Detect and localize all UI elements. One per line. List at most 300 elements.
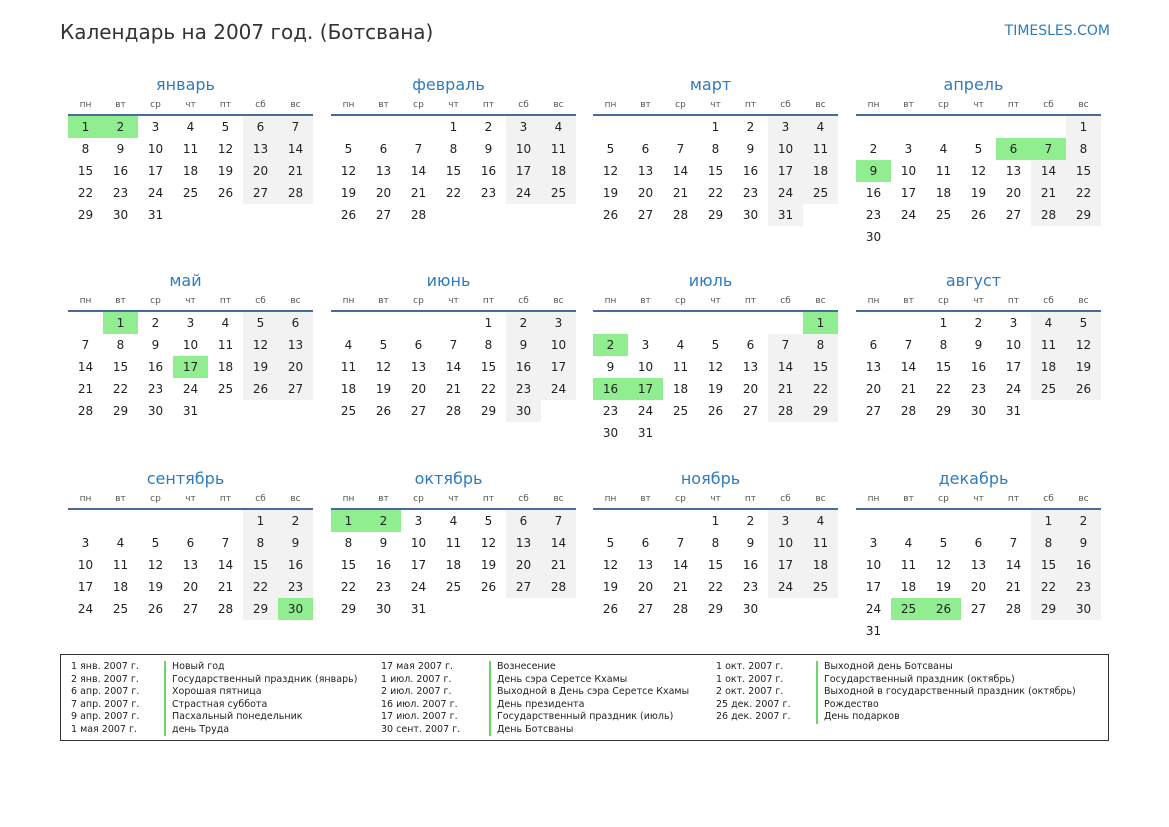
day-cell: 18 bbox=[1031, 356, 1066, 378]
day-cell: 25 bbox=[217, 382, 234, 396]
day-cell: 30 bbox=[112, 208, 129, 222]
day-cell: 6 bbox=[243, 115, 278, 138]
day-cell: 16 bbox=[506, 356, 541, 378]
day-cell: 15 bbox=[707, 164, 724, 178]
weekday-header: вс bbox=[1066, 292, 1101, 311]
day-cell: 12 bbox=[935, 558, 952, 572]
holiday-day-cell: 2 bbox=[103, 115, 138, 138]
weekday-header: пн bbox=[856, 292, 891, 311]
day-cell: 15 bbox=[803, 356, 838, 378]
day-cell: 1 bbox=[1031, 509, 1066, 532]
day-cell: 28 bbox=[278, 182, 313, 204]
weekday-header: ср bbox=[663, 96, 698, 115]
empty-cell bbox=[1066, 226, 1101, 248]
empty-cell bbox=[593, 311, 628, 334]
weekday-header: пт bbox=[208, 292, 243, 311]
weekday-header: сб bbox=[768, 96, 803, 115]
weekday-header: вт bbox=[103, 96, 138, 115]
day-cell: 13 bbox=[278, 334, 313, 356]
day-cell: 12 bbox=[147, 558, 164, 572]
day-cell: 9 bbox=[606, 360, 615, 374]
day-cell: 3 bbox=[641, 338, 650, 352]
weekday-header: вт bbox=[628, 490, 663, 509]
day-cell: 24 bbox=[900, 208, 917, 222]
day-cell: 27 bbox=[637, 602, 654, 616]
day-cell: 22 bbox=[340, 580, 357, 594]
day-cell: 25 bbox=[672, 404, 689, 418]
month-name: август bbox=[945, 271, 1002, 290]
empty-cell bbox=[856, 115, 891, 138]
day-cell: 12 bbox=[243, 334, 278, 356]
day-cell: 29 bbox=[112, 404, 129, 418]
day-cell: 23 bbox=[506, 378, 541, 400]
day-cell: 8 bbox=[243, 532, 278, 554]
day-cell: 1 bbox=[243, 509, 278, 532]
day-cell: 13 bbox=[637, 164, 654, 178]
empty-cell bbox=[436, 204, 471, 226]
day-cell: 23 bbox=[742, 580, 759, 594]
day-cell: 10 bbox=[865, 558, 882, 572]
day-cell: 19 bbox=[602, 186, 619, 200]
day-cell: 2 bbox=[869, 142, 878, 156]
day-cell: 16 bbox=[742, 558, 759, 572]
weekday-header: вт bbox=[103, 292, 138, 311]
day-cell: 11 bbox=[935, 164, 952, 178]
empty-cell bbox=[663, 422, 698, 444]
holiday-date: 2 окт. 2007 г. bbox=[716, 686, 784, 697]
month-table bbox=[856, 490, 1101, 642]
day-cell: 25 bbox=[1031, 378, 1066, 400]
day-cell: 1 bbox=[1066, 115, 1101, 138]
empty-cell bbox=[628, 509, 663, 532]
day-cell: 21 bbox=[410, 186, 427, 200]
empty-cell bbox=[208, 204, 243, 226]
day-cell: 20 bbox=[182, 580, 199, 594]
holiday-day-cell: 17 bbox=[628, 378, 663, 400]
empty-cell bbox=[891, 620, 926, 642]
day-cell: 27 bbox=[742, 404, 759, 418]
empty-cell bbox=[891, 226, 926, 248]
day-cell: 9 bbox=[278, 532, 313, 554]
day-cell: 9 bbox=[506, 334, 541, 356]
day-cell: 5 bbox=[939, 536, 948, 550]
day-cell: 25 bbox=[445, 580, 462, 594]
day-cell: 29 bbox=[935, 404, 952, 418]
day-cell: 8 bbox=[939, 338, 948, 352]
day-cell: 19 bbox=[970, 186, 987, 200]
weekday-header: вс bbox=[1066, 96, 1101, 115]
weekday-header: ср bbox=[138, 292, 173, 311]
empty-cell bbox=[593, 115, 628, 138]
weekday-header: пт bbox=[471, 96, 506, 115]
day-cell: 11 bbox=[112, 558, 129, 572]
day-cell: 12 bbox=[375, 360, 392, 374]
day-cell: 24 bbox=[77, 602, 94, 616]
day-cell: 28 bbox=[217, 602, 234, 616]
day-cell: 4 bbox=[344, 338, 353, 352]
day-cell: 5 bbox=[711, 338, 720, 352]
day-cell: 7 bbox=[676, 142, 685, 156]
day-cell: 30 bbox=[506, 400, 541, 422]
day-cell: 14 bbox=[672, 558, 689, 572]
day-cell: 26 bbox=[480, 580, 497, 594]
day-cell: 5 bbox=[379, 338, 388, 352]
day-cell: 1 bbox=[449, 120, 458, 134]
weekday-header: вт bbox=[891, 96, 926, 115]
day-cell: 18 bbox=[803, 554, 838, 576]
day-cell: 28 bbox=[672, 602, 689, 616]
day-cell: 23 bbox=[970, 382, 987, 396]
empty-cell bbox=[803, 204, 838, 226]
day-cell: 16 bbox=[480, 164, 497, 178]
month-block bbox=[593, 270, 838, 444]
weekday-header: вс bbox=[278, 292, 313, 311]
empty-cell bbox=[961, 115, 996, 138]
weekday-header: пн bbox=[331, 292, 366, 311]
day-cell: 8 bbox=[116, 338, 125, 352]
empty-cell bbox=[243, 204, 278, 226]
month-name: сентябрь bbox=[146, 469, 225, 488]
weekday-header: ср bbox=[663, 490, 698, 509]
weekday-header: пн bbox=[856, 96, 891, 115]
day-cell: 27 bbox=[1005, 208, 1022, 222]
weekday-header: ср bbox=[138, 490, 173, 509]
day-cell: 30 bbox=[602, 426, 619, 440]
day-cell: 31 bbox=[147, 208, 164, 222]
day-cell: 14 bbox=[541, 532, 576, 554]
day-cell: 4 bbox=[1031, 311, 1066, 334]
site-link[interactable]: TIMESLES.COM bbox=[1004, 23, 1110, 39]
month-name: апрель bbox=[943, 75, 1004, 94]
day-cell: 14 bbox=[1031, 160, 1066, 182]
empty-cell bbox=[541, 204, 576, 226]
day-cell: 9 bbox=[379, 536, 388, 550]
day-cell: 5 bbox=[484, 514, 493, 528]
day-cell: 27 bbox=[182, 602, 199, 616]
day-cell: 3 bbox=[541, 311, 576, 334]
empty-cell bbox=[856, 311, 891, 334]
empty-cell bbox=[401, 311, 436, 334]
month-name: февраль bbox=[412, 75, 485, 94]
month-block bbox=[68, 468, 313, 620]
day-cell: 13 bbox=[243, 138, 278, 160]
day-cell: 29 bbox=[707, 602, 724, 616]
day-cell: 26 bbox=[243, 378, 278, 400]
weekday-header: вт bbox=[891, 490, 926, 509]
day-cell: 4 bbox=[676, 338, 685, 352]
day-cell: 6 bbox=[186, 536, 195, 550]
empty-cell bbox=[996, 115, 1031, 138]
weekday-header: чт bbox=[698, 490, 733, 509]
holiday-name: Государственный праздник (июль) bbox=[489, 711, 673, 724]
day-cell: 5 bbox=[606, 142, 615, 156]
day-cell: 17 bbox=[77, 580, 94, 594]
day-cell: 7 bbox=[81, 338, 90, 352]
day-cell: 25 bbox=[541, 182, 576, 204]
day-cell: 17 bbox=[541, 356, 576, 378]
holiday-name: Выходной день Ботсваны bbox=[816, 661, 953, 674]
weekday-header: пт bbox=[208, 96, 243, 115]
month-table bbox=[593, 96, 838, 226]
day-cell: 22 bbox=[1066, 182, 1101, 204]
day-cell: 31 bbox=[1005, 404, 1022, 418]
day-cell: 30 bbox=[865, 230, 882, 244]
empty-cell bbox=[103, 509, 138, 532]
weekday-header: пт bbox=[733, 292, 768, 311]
weekday-header: вт bbox=[103, 490, 138, 509]
day-cell: 24 bbox=[410, 580, 427, 594]
weekday-header: вс bbox=[803, 292, 838, 311]
weekday-header: чт bbox=[173, 490, 208, 509]
day-cell: 18 bbox=[803, 160, 838, 182]
weekday-header: вс bbox=[803, 96, 838, 115]
day-cell: 5 bbox=[606, 536, 615, 550]
day-cell: 26 bbox=[707, 404, 724, 418]
day-cell: 30 bbox=[375, 602, 392, 616]
day-cell: 22 bbox=[445, 186, 462, 200]
day-cell: 16 bbox=[147, 360, 164, 374]
day-cell: 6 bbox=[869, 338, 878, 352]
weekday-header: сб bbox=[1031, 96, 1066, 115]
day-cell: 27 bbox=[410, 404, 427, 418]
holiday-name: День подарков bbox=[816, 711, 900, 724]
day-cell: 25 bbox=[182, 186, 199, 200]
day-cell: 21 bbox=[1031, 182, 1066, 204]
holiday-name: Рождество bbox=[816, 699, 879, 712]
weekday-header: чт bbox=[173, 96, 208, 115]
day-cell: 7 bbox=[221, 536, 230, 550]
weekday-header: пт bbox=[996, 490, 1031, 509]
page-title: Календарь на 2007 год. (Ботсвана) bbox=[60, 20, 434, 44]
day-cell: 18 bbox=[217, 360, 234, 374]
weekday-header: чт bbox=[961, 490, 996, 509]
day-cell: 21 bbox=[217, 580, 234, 594]
day-cell: 10 bbox=[410, 536, 427, 550]
day-cell: 14 bbox=[410, 164, 427, 178]
day-cell: 25 bbox=[340, 404, 357, 418]
day-cell: 21 bbox=[1005, 580, 1022, 594]
empty-cell bbox=[663, 311, 698, 334]
holiday-day-cell: 1 bbox=[331, 509, 366, 532]
empty-cell bbox=[628, 311, 663, 334]
day-cell: 10 bbox=[541, 334, 576, 356]
day-cell: 5 bbox=[151, 536, 160, 550]
weekday-header: пт bbox=[471, 292, 506, 311]
empty-cell bbox=[698, 311, 733, 334]
empty-cell bbox=[768, 598, 803, 620]
empty-cell bbox=[541, 598, 576, 620]
day-cell: 18 bbox=[672, 382, 689, 396]
day-cell: 6 bbox=[278, 311, 313, 334]
holiday-day-cell: 9 bbox=[856, 160, 891, 182]
day-cell: 14 bbox=[900, 360, 917, 374]
day-cell: 12 bbox=[707, 360, 724, 374]
day-cell: 3 bbox=[151, 120, 160, 134]
day-cell: 27 bbox=[637, 208, 654, 222]
day-cell: 9 bbox=[151, 338, 160, 352]
day-cell: 11 bbox=[1031, 334, 1066, 356]
day-cell: 24 bbox=[541, 378, 576, 400]
empty-cell bbox=[331, 115, 366, 138]
month-table bbox=[331, 490, 576, 620]
holiday-name: Вознесение bbox=[489, 661, 556, 674]
day-cell: 2 bbox=[1066, 509, 1101, 532]
weekday-header: ср bbox=[663, 292, 698, 311]
day-cell: 6 bbox=[414, 338, 423, 352]
empty-cell bbox=[698, 422, 733, 444]
day-cell: 8 bbox=[1031, 532, 1066, 554]
day-cell: 31 bbox=[768, 204, 803, 226]
day-cell: 15 bbox=[445, 164, 462, 178]
weekday-header: пн bbox=[593, 490, 628, 509]
empty-cell bbox=[471, 598, 506, 620]
day-cell: 16 bbox=[1066, 554, 1101, 576]
empty-cell bbox=[996, 509, 1031, 532]
day-cell: 29 bbox=[1066, 204, 1101, 226]
weekday-header: пн bbox=[593, 292, 628, 311]
day-cell: 19 bbox=[935, 580, 952, 594]
month-block bbox=[331, 74, 576, 226]
empty-cell bbox=[891, 509, 926, 532]
day-cell: 9 bbox=[746, 142, 755, 156]
weekday-header: вт bbox=[891, 292, 926, 311]
empty-cell bbox=[506, 204, 541, 226]
day-cell: 4 bbox=[186, 120, 195, 134]
day-cell: 2 bbox=[151, 316, 160, 330]
weekday-header: вс bbox=[278, 96, 313, 115]
day-cell: 27 bbox=[970, 602, 987, 616]
day-cell: 3 bbox=[81, 536, 90, 550]
holiday-name: день Труда bbox=[164, 724, 229, 737]
day-cell: 28 bbox=[900, 404, 917, 418]
day-cell: 15 bbox=[112, 360, 129, 374]
day-cell: 2 bbox=[278, 509, 313, 532]
empty-cell bbox=[733, 311, 768, 334]
month-block bbox=[593, 74, 838, 226]
day-cell: 2 bbox=[974, 316, 983, 330]
holiday-name: Пасхальный понедельник bbox=[164, 711, 303, 724]
day-cell: 12 bbox=[602, 558, 619, 572]
empty-cell bbox=[1066, 400, 1101, 422]
day-cell: 20 bbox=[1005, 186, 1022, 200]
month-name: январь bbox=[156, 75, 215, 94]
day-cell: 21 bbox=[768, 378, 803, 400]
day-cell: 20 bbox=[278, 356, 313, 378]
day-cell: 19 bbox=[147, 580, 164, 594]
day-cell: 1 bbox=[711, 514, 720, 528]
day-cell: 1 bbox=[484, 316, 493, 330]
day-cell: 8 bbox=[344, 536, 353, 550]
day-cell: 3 bbox=[904, 142, 913, 156]
holiday-day-cell: 6 bbox=[996, 138, 1031, 160]
weekday-header: вс bbox=[541, 292, 576, 311]
day-cell: 28 bbox=[672, 208, 689, 222]
day-cell: 22 bbox=[707, 186, 724, 200]
empty-cell bbox=[541, 400, 576, 422]
empty-cell bbox=[733, 422, 768, 444]
day-cell: 26 bbox=[375, 404, 392, 418]
empty-cell bbox=[961, 509, 996, 532]
weekday-header: сб bbox=[768, 292, 803, 311]
day-cell: 25 bbox=[803, 182, 838, 204]
holiday-legend bbox=[60, 654, 1109, 741]
day-cell: 20 bbox=[637, 186, 654, 200]
empty-cell bbox=[1031, 226, 1066, 248]
holiday-day-cell: 17 bbox=[173, 356, 208, 378]
month-table bbox=[856, 96, 1101, 248]
day-cell: 30 bbox=[1066, 598, 1101, 620]
day-cell: 31 bbox=[410, 602, 427, 616]
day-cell: 27 bbox=[375, 208, 392, 222]
weekday-header: пн bbox=[331, 490, 366, 509]
month-block bbox=[331, 468, 576, 620]
day-cell: 4 bbox=[904, 536, 913, 550]
day-cell: 28 bbox=[541, 576, 576, 598]
weekday-header: пт bbox=[471, 490, 506, 509]
day-cell: 7 bbox=[541, 509, 576, 532]
holiday-name: День президента bbox=[489, 699, 584, 712]
weekday-header: пн bbox=[68, 292, 103, 311]
holiday-date: 30 сент. 2007 г. bbox=[381, 723, 461, 735]
holiday-date: 1 янв. 2007 г. bbox=[71, 661, 139, 672]
day-cell: 13 bbox=[970, 558, 987, 572]
weekday-header: пт bbox=[996, 292, 1031, 311]
day-cell: 8 bbox=[711, 536, 720, 550]
weekday-header: пн bbox=[856, 490, 891, 509]
empty-cell bbox=[173, 204, 208, 226]
day-cell: 23 bbox=[602, 404, 619, 418]
day-cell: 21 bbox=[672, 580, 689, 594]
day-cell: 23 bbox=[742, 186, 759, 200]
empty-cell bbox=[68, 311, 103, 334]
empty-cell bbox=[926, 509, 961, 532]
day-cell: 10 bbox=[77, 558, 94, 572]
weekday-header: чт bbox=[961, 96, 996, 115]
day-cell: 21 bbox=[445, 382, 462, 396]
weekday-header: пт bbox=[733, 490, 768, 509]
day-cell: 19 bbox=[1066, 356, 1101, 378]
holiday-day-cell: 7 bbox=[1031, 138, 1066, 160]
day-cell: 13 bbox=[865, 360, 882, 374]
day-cell: 21 bbox=[278, 160, 313, 182]
day-cell: 24 bbox=[637, 404, 654, 418]
day-cell: 16 bbox=[375, 558, 392, 572]
empty-cell bbox=[1031, 115, 1066, 138]
day-cell: 13 bbox=[410, 360, 427, 374]
day-cell: 25 bbox=[112, 602, 129, 616]
weekday-header: вт bbox=[366, 292, 401, 311]
day-cell: 28 bbox=[1005, 602, 1022, 616]
empty-cell bbox=[593, 509, 628, 532]
month-block bbox=[593, 468, 838, 620]
day-cell: 13 bbox=[182, 558, 199, 572]
month-block bbox=[331, 270, 576, 422]
weekday-header: сб bbox=[1031, 292, 1066, 311]
day-cell: 9 bbox=[116, 142, 125, 156]
empty-cell bbox=[768, 422, 803, 444]
month-block bbox=[856, 270, 1101, 422]
empty-cell bbox=[1031, 400, 1066, 422]
day-cell: 15 bbox=[340, 558, 357, 572]
weekday-header: вс bbox=[1066, 490, 1101, 509]
day-cell: 14 bbox=[217, 558, 234, 572]
day-cell: 17 bbox=[768, 160, 803, 182]
empty-cell bbox=[628, 115, 663, 138]
day-cell: 17 bbox=[147, 164, 164, 178]
holiday-name: Страстная суббота bbox=[164, 699, 267, 712]
day-cell: 13 bbox=[375, 164, 392, 178]
day-cell: 14 bbox=[278, 138, 313, 160]
